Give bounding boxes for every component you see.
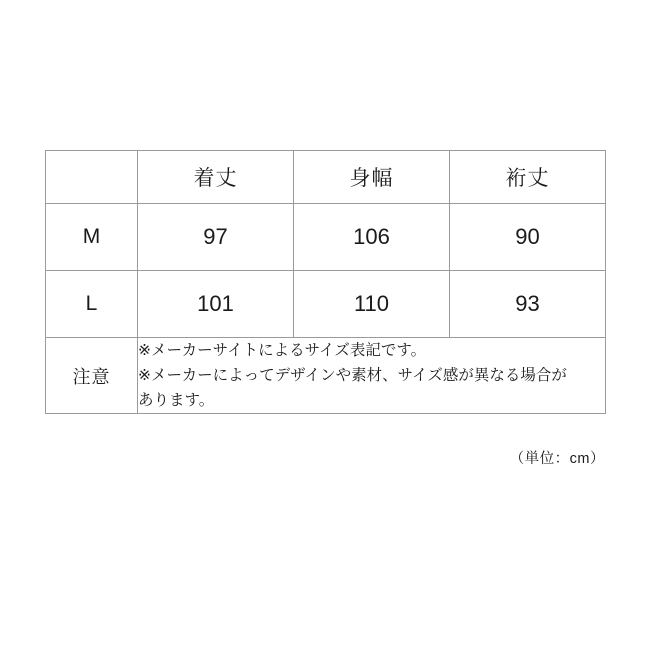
unit-note: （単位：cm） xyxy=(509,451,605,467)
note-line-3: あります。 xyxy=(138,392,215,410)
header-yukitake: 裄丈 xyxy=(450,151,606,204)
size-table xyxy=(45,150,606,414)
note-line-1: ※メーカーサイトによるサイズ表記です。 xyxy=(138,342,427,359)
note-body xyxy=(138,338,606,414)
cell-l-mihaba: 110 xyxy=(294,271,450,338)
row-size-label-l: L xyxy=(46,271,138,338)
cell-l-yukitake: 93 xyxy=(450,271,606,338)
row-size-label-m: M xyxy=(46,204,138,271)
header-blank xyxy=(46,151,138,204)
table-row xyxy=(46,204,606,271)
table-header-row xyxy=(46,151,606,204)
note-line-2: ※メーカーによってデザインや素材、サイズ感が異なる場合が xyxy=(138,367,567,385)
table-note-row xyxy=(46,338,606,414)
header-kitake: 着丈 xyxy=(138,151,294,204)
size-chart xyxy=(45,150,605,414)
cell-m-mihaba: 106 xyxy=(294,204,450,271)
cell-l-kitake: 101 xyxy=(138,271,294,338)
cell-m-kitake: 97 xyxy=(138,204,294,271)
note-label: 注意 xyxy=(46,338,138,414)
table-row xyxy=(46,271,606,338)
cell-m-yukitake: 90 xyxy=(450,204,606,271)
header-mihaba: 身幅 xyxy=(294,151,450,204)
